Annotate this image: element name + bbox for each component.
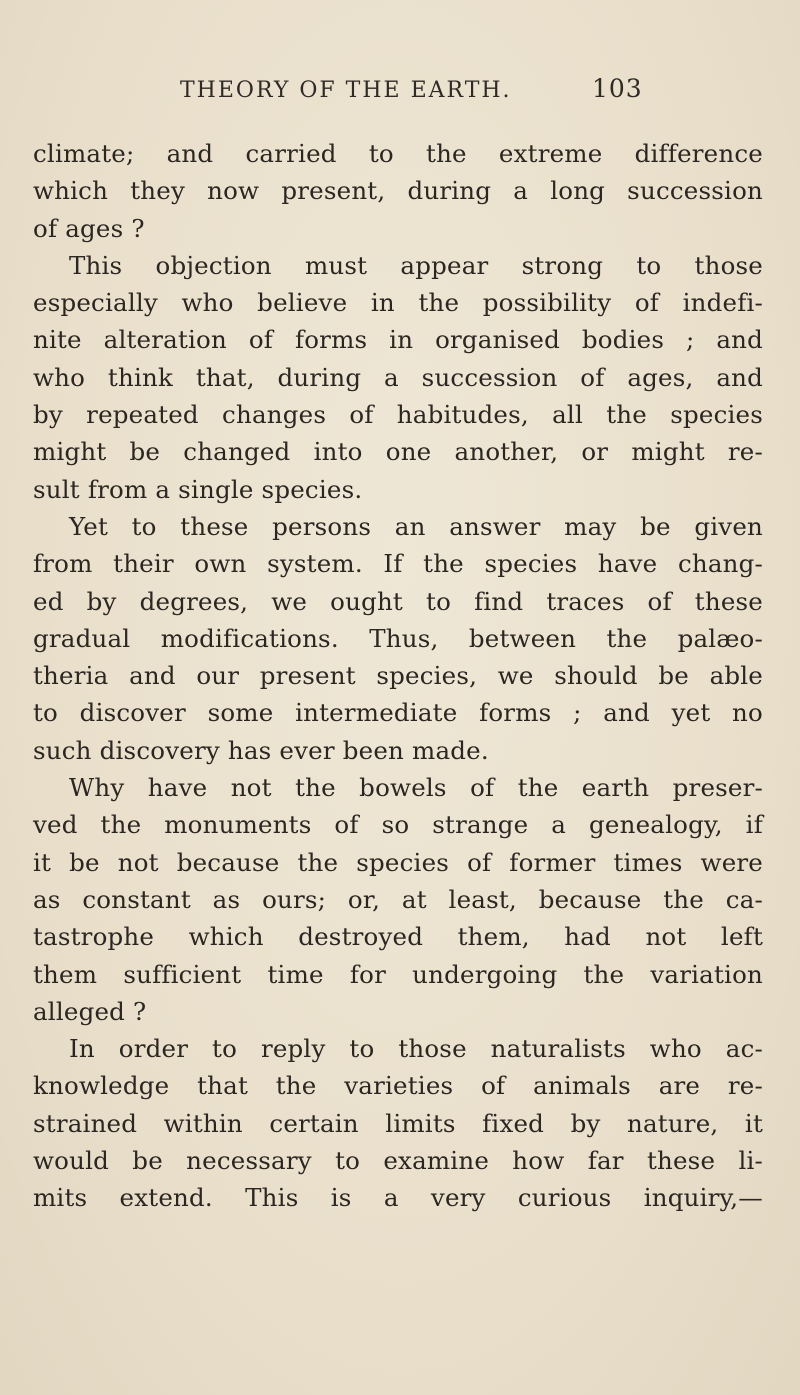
text-line: sult from a single species. [33, 474, 363, 504]
text-line: ved the monuments of so strange a genealogy, if [33, 810, 763, 840]
text-line: ed by degrees, we ought to find traces of these [33, 586, 763, 616]
body-text [33, 135, 763, 1217]
text-line: gradual modifications. Thus, between the palæo- [33, 623, 763, 653]
text-line: as constant as ours; or, at least, because the ca- [33, 884, 763, 914]
paragraph-start-line: Yet to these persons an answer may be given [69, 511, 763, 541]
text-line: to discover some intermediate forms ; and yet no [33, 698, 763, 728]
text-line: it be not because the species of former times were [33, 847, 763, 877]
text-line: them sufficient time for undergoing the variation [33, 959, 763, 989]
paragraph-start-line: Why have not the bowels of the earth preser- [69, 773, 763, 803]
text-line: alleged ? [33, 996, 147, 1026]
text-line: mits extend. This is a very curious inquiry,— [33, 1183, 763, 1213]
paragraph-start-line: In order to reply to those naturalists who ac- [69, 1034, 763, 1064]
text-line: of ages ? [33, 213, 145, 243]
text-line: especially who believe in the possibility of indefi- [33, 288, 763, 318]
text-line: theria and our present species, we should be able [33, 661, 763, 691]
paragraph-start-line: This objection must appear strong to those [69, 250, 763, 280]
text-line: would be necessary to examine how far these li- [33, 1146, 763, 1176]
page-number: 103 [592, 74, 643, 103]
text-line: knowledge that the varieties of animals are re- [33, 1071, 763, 1101]
running-title: THEORY OF THE EARTH. [180, 78, 512, 103]
text-line: climate; and carried to the extreme difference [33, 139, 763, 168]
text-line: tastrophe which destroyed them, had not left [33, 922, 763, 952]
text-line: from their own system. If the species have chang- [33, 549, 763, 579]
text-line: strained within certain limits fixed by nature, it [33, 1108, 763, 1138]
text-line: by repeated changes of habitudes, all the species [33, 400, 763, 430]
text-line: might be changed into one another, or might re- [33, 437, 763, 467]
text-line: such discovery has ever been made. [33, 735, 489, 765]
text-line: nite alteration of forms in organised bodies ; and [33, 325, 763, 355]
text-line: which they now present, during a long succession [33, 176, 763, 206]
text-line: who think that, during a succession of ages, and [33, 362, 763, 392]
